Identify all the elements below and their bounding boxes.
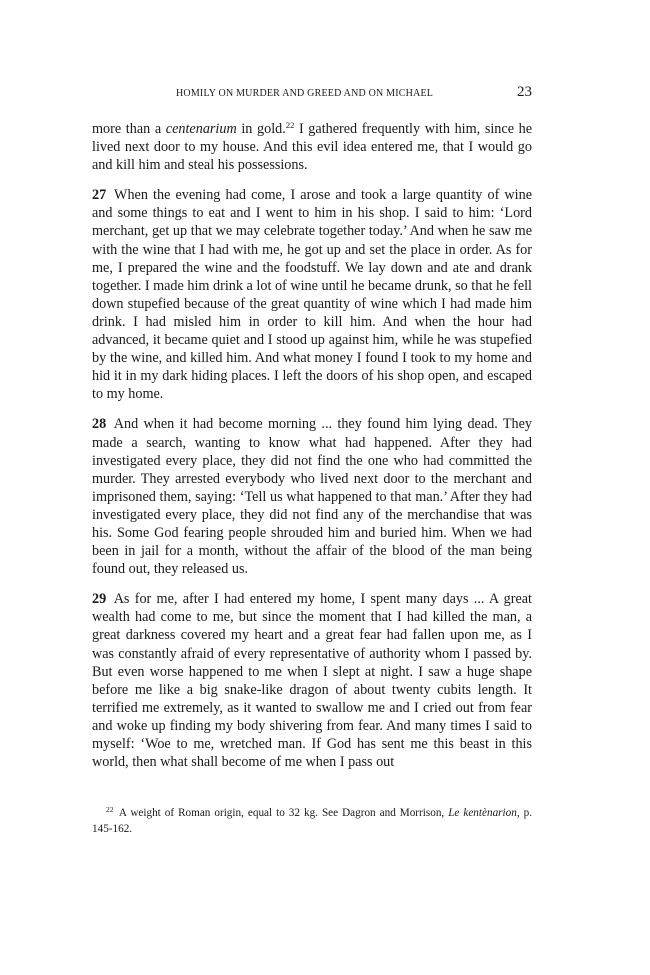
italic-term: centenarium [165, 121, 237, 137]
paragraph-27 [92, 186, 532, 403]
paragraph-text: As for me, after I had entered my home, I spent many days ... A great wealth had come to me, but since the moment that I had killed the man, a great darkness covered my heart and a great fear had fallen upon me, as I was constantly afraid of every representative of authority whom I passed by. But even worse happened to me when I slept at night. I saw a huge shape before me like a big snake-like dragon of about twenty cubits length. It terrified me extremely, as it wanted to swallow me and I cried out from fear and woke up finding my body shivering from fear. And many times I said to myself: ‘Woe to me, wretched man. If God has sent me this beast in this world, then what shall become of me when I pass out [92, 591, 532, 771]
text-run: in gold. [236, 121, 286, 137]
running-head: HOMILY ON MURDER AND GREED AND ON MICHAEL [176, 88, 434, 99]
paragraph-text: And when it had become morning ... they found him lying dead. They made a search, wanting to know what had happened. After they had investigated every place, they did not find the one who had committed the murder. They arrested everybody who lived next door to the merchant and imprisoned them, saying: ‘Tell us what happened to that man.’ After they had investigated every place, they did not find any of the merchandise that was his. Some God fearing people shrouded him and buried him. When we had been in jail for a month, without the affair of the blood of the man being found out, they released us. [92, 416, 532, 578]
paragraph-number: 27 [92, 187, 107, 204]
paragraph-text: When the evening had come, I arose and took a large quantity of wine and some things to eat and I went to him in his shop. I said to him: ‘Lord merchant, get up that we may celebrate together today.’ And when he saw me with the wine that I had with me, he got up and set the place in order. As for me, I prepared the wine and the foodstuff. We lay down and ate and drank together. I made him drink a lot of wine until he became drunk, so that he fell down stupefied because of the great quantity of wine which I had made him drink. I had misled him in order to kill him. And when the hour had advanced, it became quiet and I stood up against him, while he was stupefied by the wine, and killed him. And what money I found I took to my home and hid it in my dark hiding places. I left the doors of his shop open, and escaped to my home. [92, 187, 532, 403]
footnote-reference: 22 [285, 120, 295, 130]
footnote [92, 805, 532, 837]
paragraph-continued [92, 120, 532, 174]
page-header [92, 84, 532, 104]
paragraph-number: 29 [92, 591, 107, 608]
paragraph-28 [92, 415, 532, 578]
paragraph-number: 28 [92, 416, 107, 433]
footnote-italic-title: Le kentènarion [448, 807, 517, 819]
page-number: 23 [517, 84, 532, 100]
footnote-text: A weight of Roman origin, equal to 32 kg. See Dagron and Morrison, [118, 807, 449, 819]
paragraph-29 [92, 590, 532, 771]
main-text [92, 120, 532, 783]
footnote-mark: 22 [106, 805, 114, 814]
footnote-text-end: , p. 145-162. [92, 807, 533, 835]
text-run: more than a [92, 121, 166, 137]
text-run: I gathered frequently with him, since he lived next door to my house. And this evil idea entered me, that I would go and kill him and steal his possessions. [92, 121, 533, 174]
